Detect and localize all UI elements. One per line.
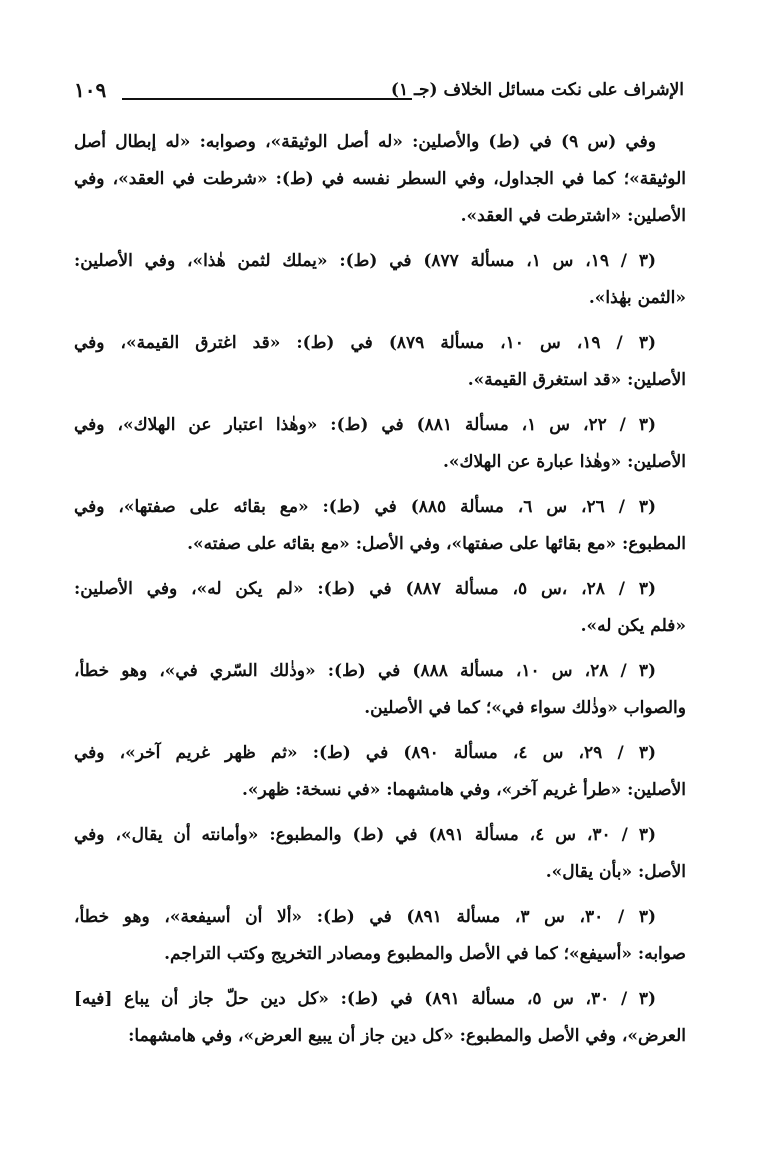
note-paragraph xyxy=(74,817,686,891)
note-line: (٣ / ١٩، س ١٠، مسألة ٨٧٩) في (ط): «قد اغترق القيمة»، وفي xyxy=(74,333,656,353)
note-line: العرض»، وفي الأصل والمطبوع: «كل دين جاز أن يبيع العرض»، وفي هامشهما: xyxy=(128,1026,686,1046)
note-paragraph xyxy=(74,243,686,317)
note-line: وفي (س ٩) في (ط) والأصلين: «له أصل الوثيقة»، وصوابه: «له إبطال أصل xyxy=(74,132,656,152)
note-line: (٣ / ٢٩، س ٤، مسألة ٨٩٠) في (ط): «ثم ظهر غريم آخر»، وفي xyxy=(74,743,657,763)
note-paragraph xyxy=(74,489,686,563)
note-line: (٣ / ٣٠، س ٣، مسألة ٨٩١) في (ط): «ألا أن أسيفعة»، وهو خطأ، xyxy=(74,907,657,927)
note-paragraph xyxy=(74,407,686,481)
note-line: (٣ / ٣٠، س ٥، مسألة ٨٩١) في (ط): «كل دين حلّ جاز أن يباع [فيه] xyxy=(74,989,657,1009)
note-paragraph xyxy=(74,124,686,235)
note-line: والصواب «وذٰلك سواء في»؛ كما في الأصلين. xyxy=(364,698,686,718)
note-line: (٣ / ٢٨، ،س ٥، مسألة ٨٨٧) في (ط): «لم يكن له»، وفي الأصلين: xyxy=(74,579,657,599)
note-line: صوابه: «أسيفع»؛ كما في الأصل والمطبوع ومصادر التخريج وكتب التراجم. xyxy=(164,944,686,964)
note-line: (٣ / ٢٢، س ١، مسألة ٨٨١) في (ط): «وهٰذا اعتبار عن الهلاك»، وفي xyxy=(74,415,657,435)
note-paragraph xyxy=(74,325,686,399)
note-paragraph xyxy=(74,571,686,645)
note-line: «الثمن بهٰذا». xyxy=(588,288,686,308)
note-line: الأصلين: «طرأ غريم آخر»، وفي هامشهما: «في نسخة: ظهر». xyxy=(242,780,686,800)
note-line: الأصلين: «قد استغرق القيمة». xyxy=(467,370,686,390)
note-paragraph xyxy=(74,981,686,1055)
notes-body xyxy=(74,124,686,1063)
note-paragraph xyxy=(74,735,686,809)
note-line: (٣ / ٣٠، س ٤، مسألة ٨٩١) في (ط) والمطبوع: «وأمانته أن يقال»، وفي xyxy=(74,825,656,845)
note-line: (٣ / ١٩، س ١، مسألة ٨٧٧) في (ط): «يملك لثمن هٰذا»، وفي الأصلين: xyxy=(74,251,656,271)
header-rule xyxy=(122,98,412,100)
note-paragraph xyxy=(74,899,686,973)
running-title: الإشراف على نكت مسائل الخلاف (جـ ١) xyxy=(390,80,684,100)
page-number: ١٠٩ xyxy=(74,78,107,102)
note-line: (٣ / ٢٦، س ٦، مسألة ٨٨٥) في (ط): «مع بقائه على صفتها»، وفي xyxy=(74,497,657,517)
note-line: المطبوع: «مع بقائها على صفتها»، وفي الأصل: «مع بقائه على صفته». xyxy=(187,534,686,554)
note-line: الوثيقة»؛ كما في الجداول، وفي السطر نفسه في (ط): «شرطت في العقد»، وفي xyxy=(74,169,686,189)
note-line: الأصلين: «وهٰذا عبارة عن الهلاك». xyxy=(442,452,686,472)
page-header xyxy=(74,76,684,116)
note-line: (٣ / ٢٨، س ١٠، مسألة ٨٨٨) في (ط): «وذٰلك السّري في»، وهو خطأ، xyxy=(74,661,656,681)
note-line: الأصل: «بأن يقال». xyxy=(545,862,686,882)
note-line: الأصلين: «اشترطت في العقد». xyxy=(460,206,686,226)
note-line: «فلم يكن له». xyxy=(580,616,686,636)
note-paragraph xyxy=(74,653,686,727)
